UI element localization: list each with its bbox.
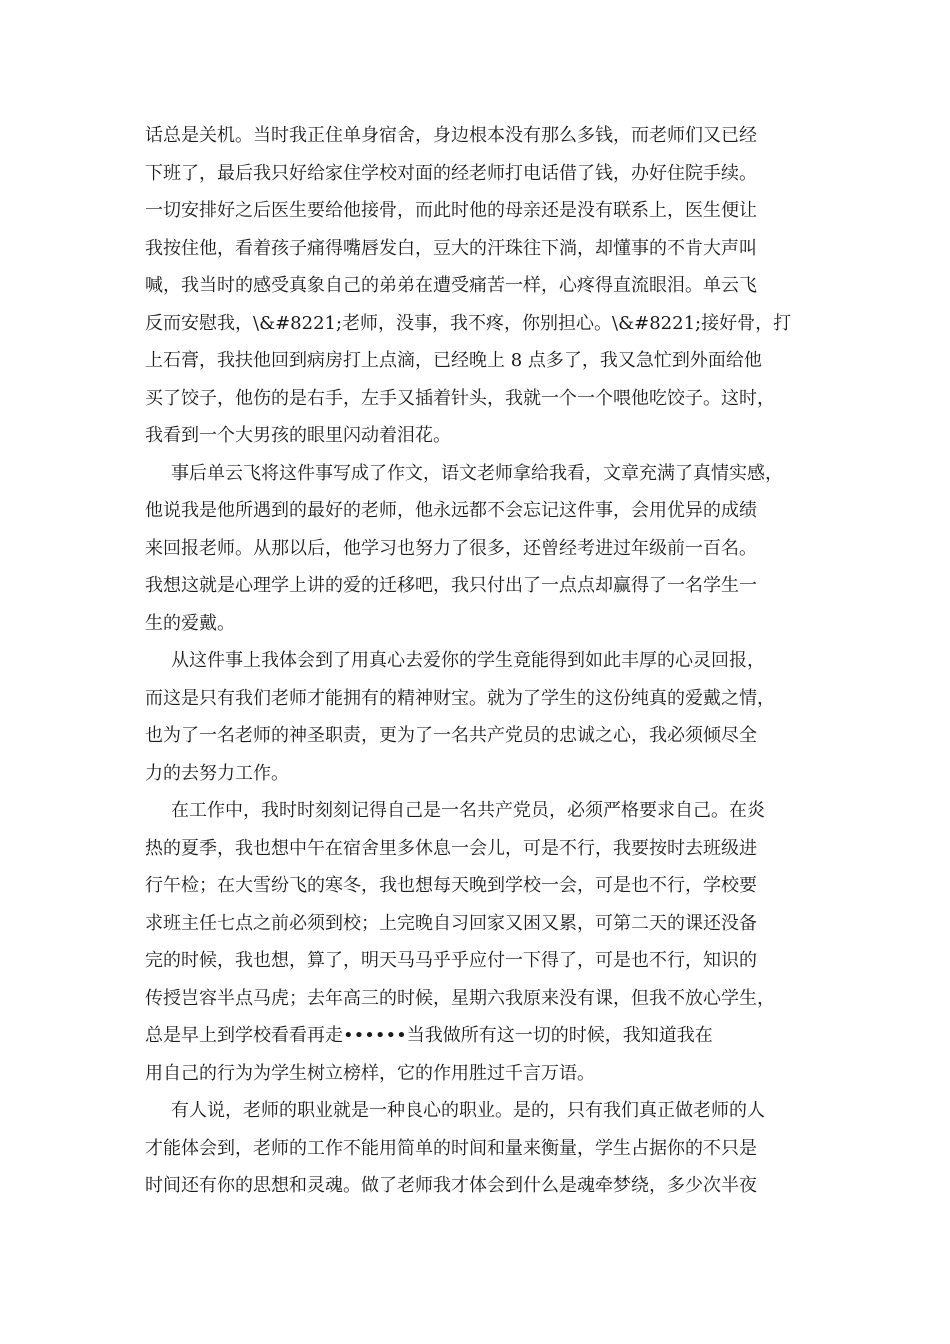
body-text: [145, 117, 805, 1205]
text-line: 反而安慰我，\&#8221;老师，没事，我不疼，你别担心。\&#8221;接好骨，打: [145, 312, 792, 334]
paragraph-first-line: 从这件事上我体会到了用真心去爱你的学生竟能得到如此丰厚的心灵回报，: [171, 650, 765, 671]
text-line: 一切安排好之后医生要给他接骨，而此时他的母亲还是没有联系上，医生便让: [145, 200, 757, 221]
text-line: 行午检；在大雪纷飞的寒冬，我也想每天晚到学校一会，可是也不行，学校要: [145, 875, 757, 896]
text-line: 求班主任七点之前必须到校；上完晚自习回家又困又累，可第二天的课还没备: [145, 912, 757, 934]
text-line: 我按住他，看着孩子痛得嘴唇发白，豆大的汗珠往下淌，却懂事的不肯大声叫: [145, 237, 757, 259]
text-line: 来回报老师。从那以后，他学习也努力了很多，还曾经考进过年级前一百名。: [145, 537, 757, 559]
text-line: 下班了，最后我只好给家住学校对面的经老师打电话借了钱，办好住院手续。: [145, 162, 757, 184]
text-line: 买了饺子，他伤的是右手，左手又插着针头，我就一个一个喂他吃饺子。这时，: [145, 387, 775, 409]
text-line: 我看到一个大男孩的眼里闪动着泪花。: [145, 425, 451, 446]
text-line: 时间还有你的思想和灵魂。做了老师我才体会到什么是魂牵梦绕，多少次半夜: [145, 1175, 757, 1196]
text-line: 话总是关机。当时我正住单身宿舍，身边根本没有那么多钱，而老师们又已经: [145, 125, 757, 146]
paragraph-first-line: 事后单云飞将这件事写成了作文，语文老师拿给我看，文章充满了真情实感，: [171, 462, 783, 484]
text-line: 喊，我当时的感受真象自己的弟弟在遭受痛苦一样，心疼得直流眼泪。单云飞: [145, 275, 757, 296]
text-line: 总是早上到学校看看再走••••••当我做所有这一切的时候，我知道我在: [145, 1025, 713, 1046]
text-line: 生的爱戴。: [145, 612, 235, 634]
text-line: 热的夏季，我也想中午在宿舍里多休息一会儿，可是不行，我要按时去班级进: [145, 837, 757, 859]
text-line: 我想这就是心理学上讲的爱的迁移吧，我只付出了一点点却赢得了一名学生一: [145, 575, 757, 596]
text-line: 力的去努力工作。: [145, 762, 289, 784]
text-line: 完的时候，我也想，算了，明天马马乎乎应付一下得了，可是也不行，知识的: [145, 950, 757, 971]
text-line: 也为了一名老师的神圣职责，更为了一名共产党员的忠诚之心，我必须倾尽全: [145, 725, 757, 746]
paragraph-first-line: 在工作中，我时时刻刻记得自己是一名共产党员，必须严格要求自己。在炎: [171, 800, 765, 821]
text-line: 才能体会到，老师的工作不能用简单的时间和量来衡量，学生占据你的不只是: [145, 1137, 757, 1159]
text-line: 而这是只有我们老师才能拥有的精神财宝。就为了学生的这份纯真的爱戴之情，: [145, 687, 775, 709]
paragraph-first-line: 有人说，老师的职业就是一种良心的职业。是的，只有我们真正做老师的人: [171, 1100, 765, 1121]
text-line: 他说我是他所遇到的最好的老师，他永远都不会忘记这件事，会用优异的成绩: [145, 500, 757, 521]
text-line: 传授岂容半点马虎；去年高三的时候，星期六我原来没有课，但我不放心学生，: [145, 987, 775, 1009]
text-line: 上石膏，我扶他回到病房打上点滴，已经晚上 8 点多了，我又急忙到外面给他: [145, 350, 762, 371]
text-line: 用自己的行为为学生树立榜样，它的作用胜过千言万语。: [145, 1062, 595, 1084]
